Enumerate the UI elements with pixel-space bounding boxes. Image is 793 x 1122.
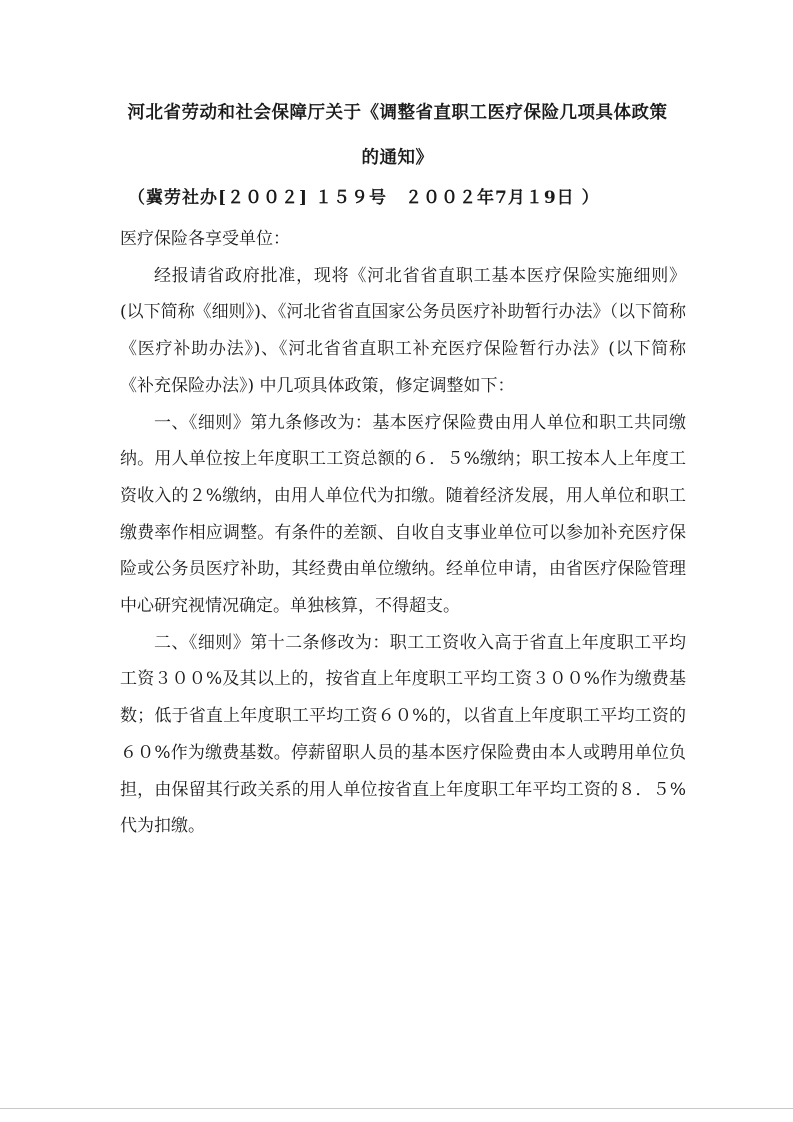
document-title-line-1: 河北省劳动和社会保障厅关于《调整省直职工医疗保险几项具体政策 [127,103,668,123]
document-body [120,221,686,845]
document-number-and-date: （冀劳社办[２００２] １５９号 ２００２年7月１9日 ） [128,188,600,208]
paragraph-intro: 经报请省政府批准，现将《河北省省直职工基本医疗保险实施细则》(以下简称《细则》)、《河北省省直国家公务员医疗补助暂行办法》（以下简称《医疗补助办法》)、《河北省省直职工补充医疗保险暂行办法》(以下简称《补充保险办法》) 中几项具体政策，修定调整如下： [120,265,686,396]
salutation: 医疗保险各享受单位： [120,229,290,249]
paragraph-article-1: 一、《细则》第九条修改为：基本医疗保险费由用人单位和职工共同缴纳。用人单位按上年度职工工资总额的６．５%缴纳；职工按本人上年度工资收入的２%缴纳，由用人单位代为扣缴。随着经济发展，用人单位和职工缴费率作相应调整。有条件的差额、自收自支事业单位可以参加补充医疗保险或公务员医疗补助，其经费由单位缴纳。经单位申请，由省医疗保险管理中心研究视情况确定。单独核算，不得超支。 [120,412,686,617]
page-bottom-divider [0,1108,793,1109]
paragraph-article-2: 二、《细则》第十二条修改为：职工工资收入高于省直上年度职工平均工资３００%及其以上的，按省直上年度职工平均工资３００%作为缴费基数；低于省直上年度职工平均工资６０%的，以省直上年度职工平均工资的６０%作为缴费基数。停薪留职人员的基本医疗保险费由本人或聘用单位负担，由保留其行政关系的用人单位按省直上年度职工年平均工资的８．５%代为扣缴。 [120,632,686,837]
document-title-line-2: 的通知》 [361,148,434,168]
